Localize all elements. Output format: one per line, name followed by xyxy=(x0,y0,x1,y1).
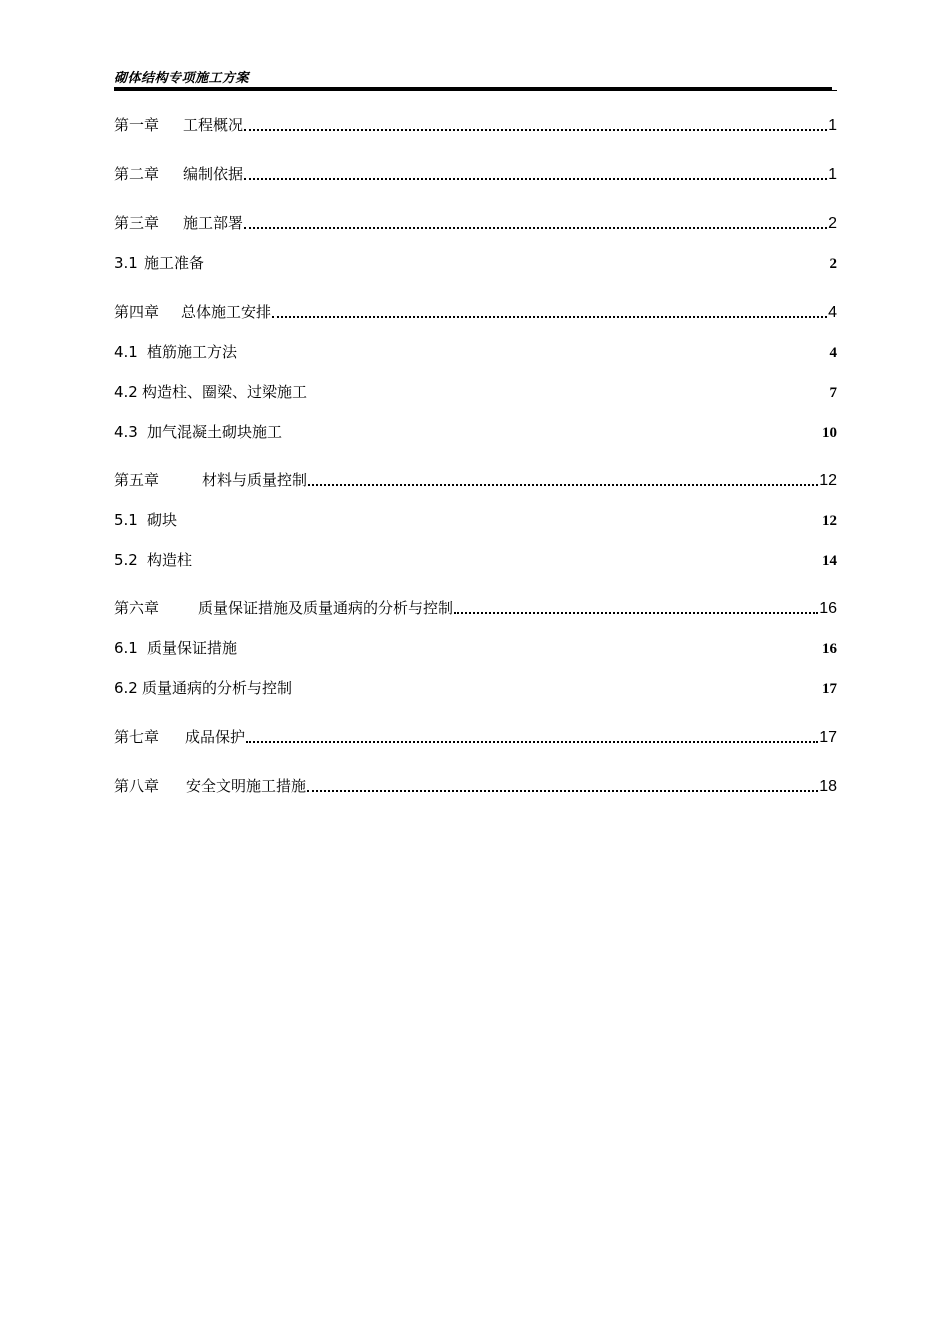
header-rule xyxy=(114,87,832,91)
toc-entry-section-5-2[interactable] xyxy=(114,549,837,571)
toc-entry-page: 1 xyxy=(828,117,837,134)
toc-dot-leader xyxy=(308,483,818,486)
toc-entry-title: 质量保证措施及质量通病的分析与控制 xyxy=(198,599,454,617)
toc-entry-chapter-7[interactable] xyxy=(114,726,837,748)
toc-entry-number: 6.1 xyxy=(114,639,138,657)
toc-entry-title: 工程概况 xyxy=(183,116,244,134)
toc-dot-leader xyxy=(246,740,818,743)
header-rule-tick xyxy=(832,90,837,91)
toc-entry-page: 14 xyxy=(822,553,837,569)
toc-entry-number: 6.2 xyxy=(114,679,138,697)
toc-entry-page: 17 xyxy=(822,681,837,697)
toc-entry-chapter-2[interactable] xyxy=(114,163,837,185)
toc-entry-page: 2 xyxy=(829,256,837,272)
toc-entry-section-4-2[interactable] xyxy=(114,381,837,403)
toc-entry-number: 第二章 xyxy=(114,165,160,183)
toc-entry-page: 7 xyxy=(829,385,837,401)
toc-entry-title: 质量通病的分析与控制 xyxy=(142,679,293,697)
toc-entry-chapter-1[interactable] xyxy=(114,114,837,136)
toc-entry-page: 4 xyxy=(828,304,837,321)
toc-entry-page: 12 xyxy=(822,513,837,529)
toc-entry-title: 施工准备 xyxy=(144,254,205,272)
toc-entry-title: 安全文明施工措施 xyxy=(186,777,307,795)
toc-entry-title: 构造柱 xyxy=(147,551,193,569)
toc-entry-number: 第八章 xyxy=(114,777,160,795)
toc-entry-page: 17 xyxy=(819,729,837,746)
toc-entry-section-4-1[interactable] xyxy=(114,341,837,363)
toc-entry-page: 10 xyxy=(822,425,837,441)
toc-entry-page: 16 xyxy=(819,600,837,617)
toc-entry-number: 4.1 xyxy=(114,343,138,361)
toc-entry-title: 加气混凝土砌块施工 xyxy=(147,423,283,441)
toc-entry-number: 5.1 xyxy=(114,511,138,529)
toc-entry-title: 编制依据 xyxy=(183,165,244,183)
header-title: 砌体结构专项施工方案 xyxy=(114,71,250,86)
toc-entry-title: 构造柱、圈梁、过梁施工 xyxy=(142,383,308,401)
toc-entry-title: 质量保证措施 xyxy=(147,639,238,657)
toc-entry-title: 成品保护 xyxy=(185,728,246,746)
toc-entry-chapter-3[interactable] xyxy=(114,212,837,234)
toc-entry-title: 材料与质量控制 xyxy=(202,471,308,489)
toc-entry-number: 第五章 xyxy=(114,471,160,489)
toc-entry-number: 5.2 xyxy=(114,551,138,569)
toc-dot-leader xyxy=(244,177,827,180)
toc-entry-number: 第三章 xyxy=(114,214,160,232)
toc-entry-number: 3.1 xyxy=(114,254,138,272)
toc-entry-number: 第一章 xyxy=(114,116,160,134)
toc-dot-leader xyxy=(244,128,827,131)
toc-entry-chapter-6[interactable] xyxy=(114,597,837,619)
toc-dot-leader xyxy=(272,315,827,318)
toc-entry-chapter-5[interactable] xyxy=(114,469,837,491)
toc-entry-title: 砌块 xyxy=(147,511,178,529)
toc-dot-leader xyxy=(307,789,818,792)
toc-entry-page: 12 xyxy=(819,472,837,489)
toc-entry-page: 4 xyxy=(829,345,837,361)
toc-entry-section-5-1[interactable] xyxy=(114,509,837,531)
toc-entry-number: 第七章 xyxy=(114,728,160,746)
toc-entry-number: 4.3 xyxy=(114,423,138,441)
toc-entry-section-4-3[interactable] xyxy=(114,421,837,443)
toc-entry-page: 16 xyxy=(822,641,837,657)
toc-entry-title: 施工部署 xyxy=(183,214,244,232)
page-header xyxy=(114,70,832,88)
toc-entry-title: 总体施工安排 xyxy=(181,303,272,321)
toc-dot-leader xyxy=(244,226,827,229)
toc-entry-section-6-2[interactable] xyxy=(114,677,837,699)
toc-entry-number: 4.2 xyxy=(114,383,138,401)
toc-entry-chapter-4[interactable] xyxy=(114,301,837,323)
toc-entry-section-6-1[interactable] xyxy=(114,637,837,659)
toc-entry-chapter-8[interactable] xyxy=(114,775,837,797)
toc-entry-number: 第六章 xyxy=(114,599,160,617)
toc-entry-page: 1 xyxy=(828,166,837,183)
toc-entry-title: 植筋施工方法 xyxy=(147,343,238,361)
toc-dot-leader xyxy=(454,611,818,614)
toc-entry-page: 2 xyxy=(828,215,837,232)
toc-entry-page: 18 xyxy=(819,778,837,795)
toc-entry-section-3-1[interactable] xyxy=(114,252,837,274)
toc-entry-number: 第四章 xyxy=(114,303,160,321)
